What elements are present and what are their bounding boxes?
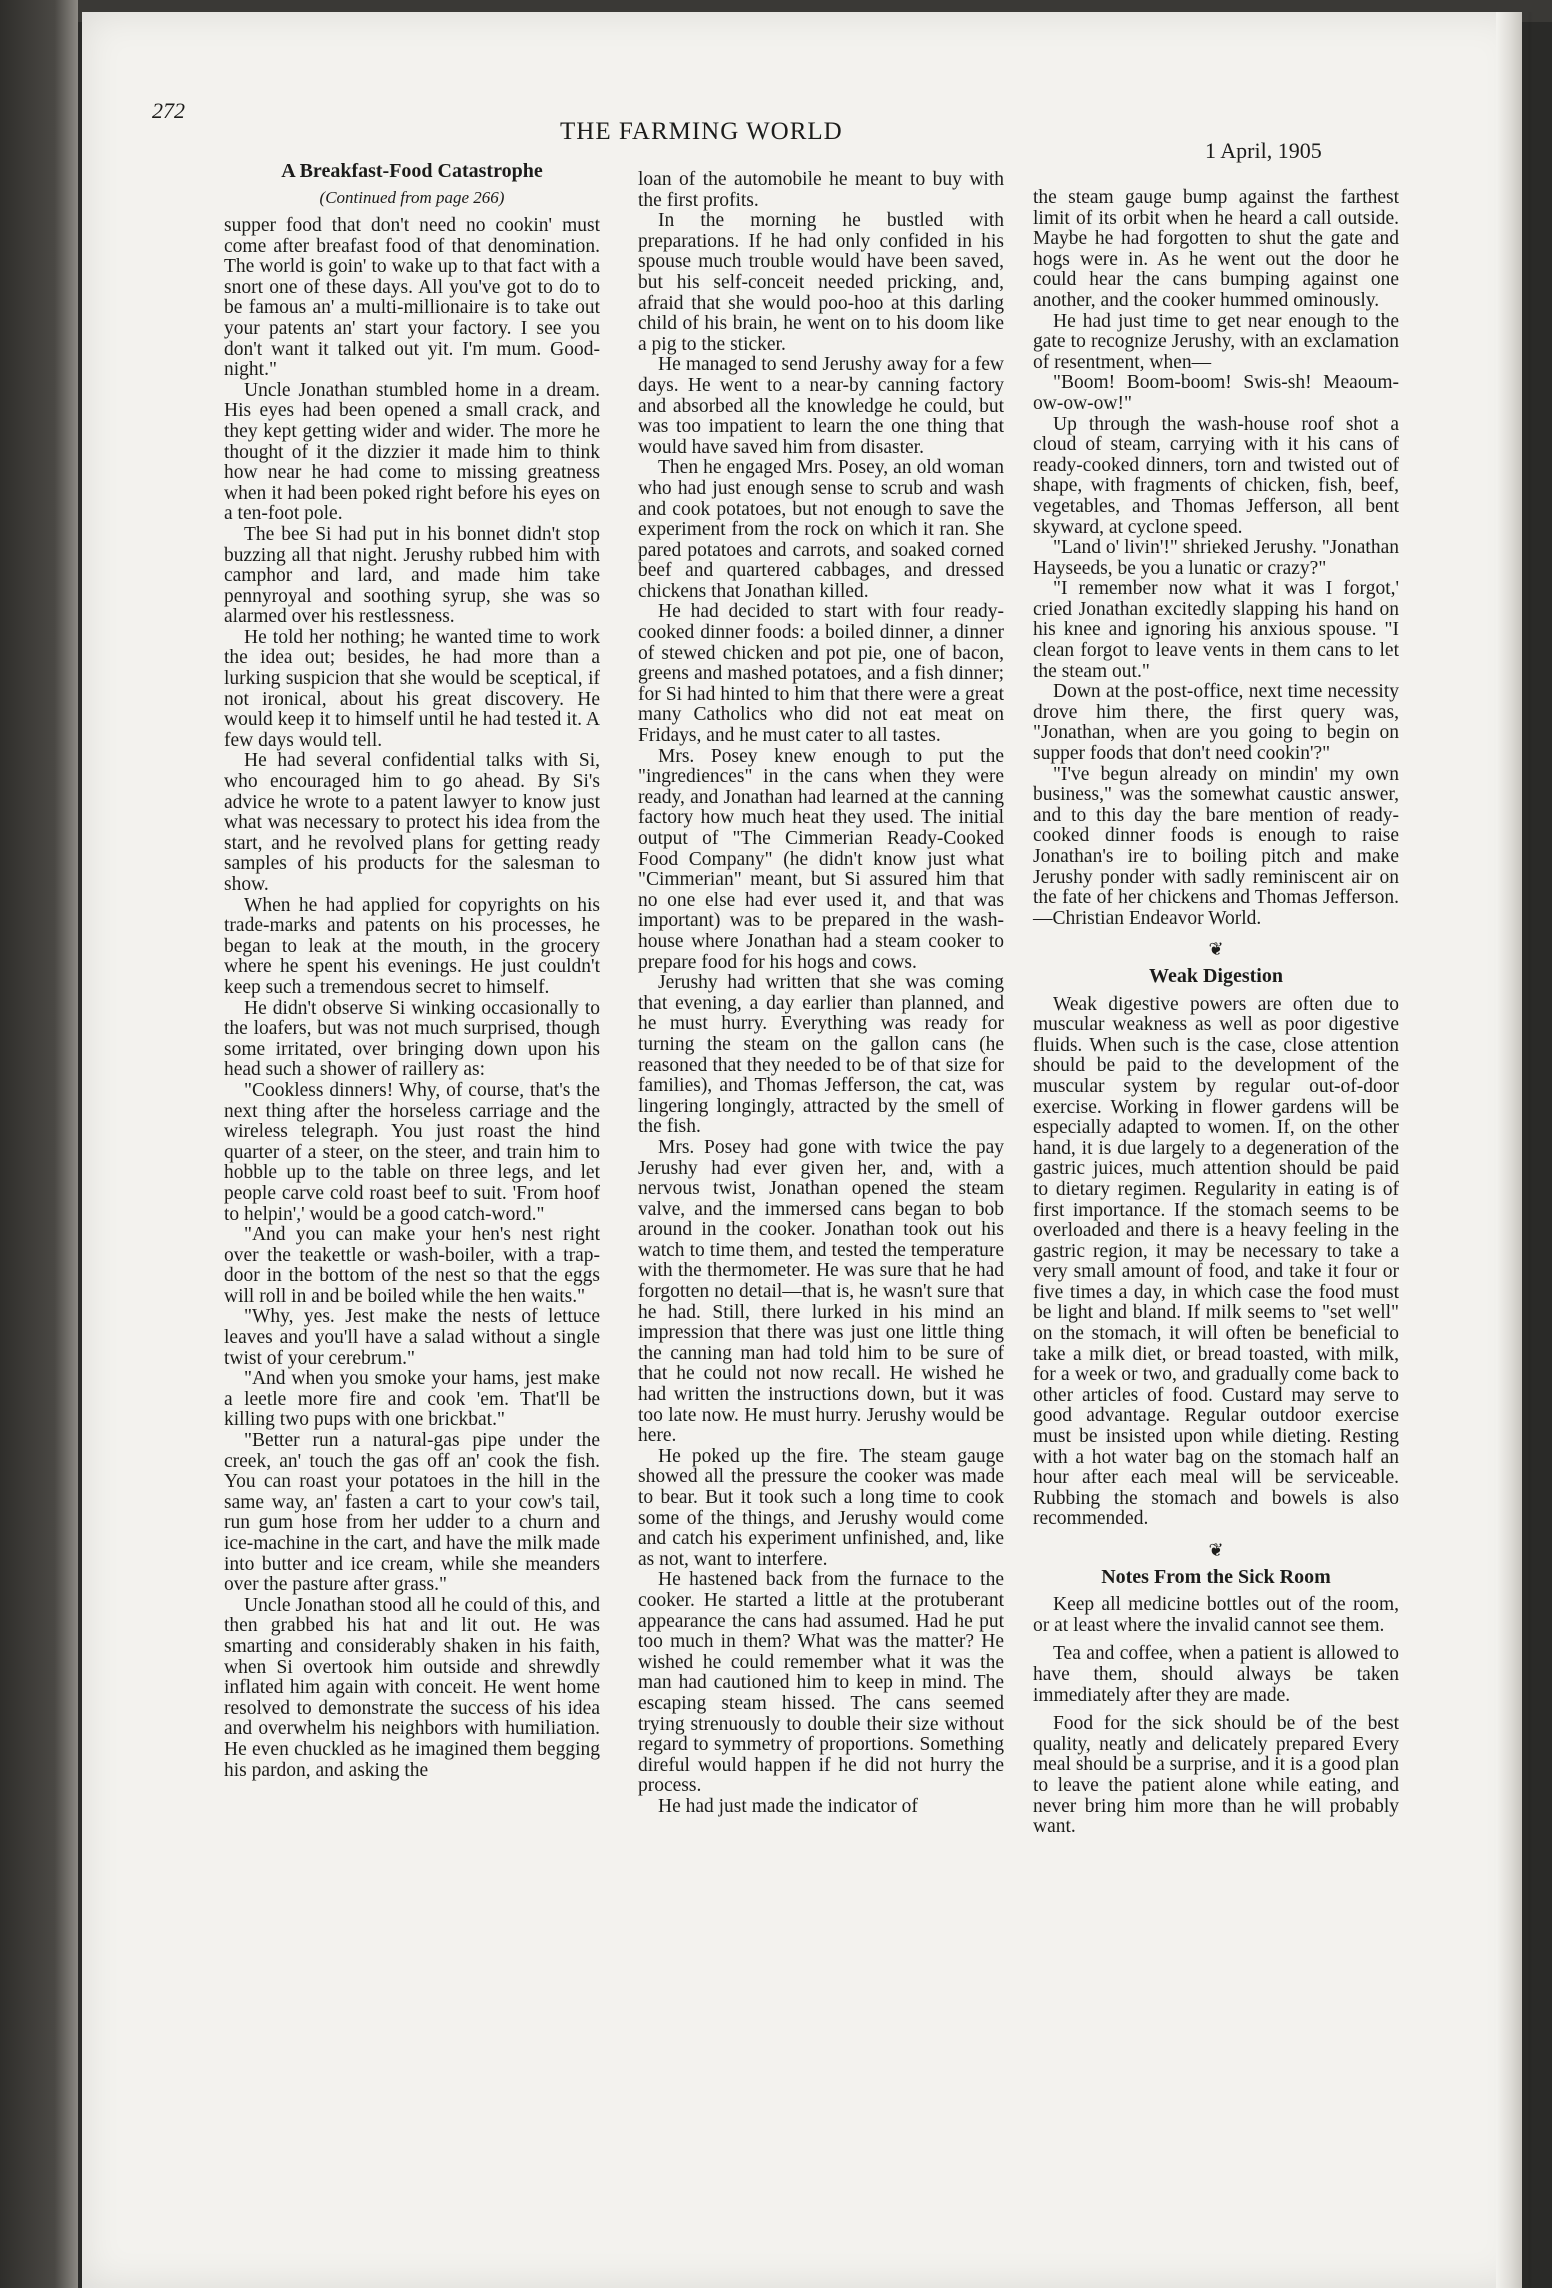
- paragraph: He told her nothing; he wanted time to work the idea out; besides, he had more than a lurking suspicion that she would be sceptical, if not ironical, about his great discovery. He would keep it to himself until he had tested it. A few days would tell.: [224, 626, 600, 751]
- page-number: 272: [152, 98, 185, 123]
- paragraph: He had decided to start with four ready-cooked dinner foods: a boiled dinner, a dinner of stewed chicken and pot pie, one of bacon, greens and mashed potatoes, and a fish dinner; for Si had hinted to him that there were a great many Catholics who did not eat meat on Fridays, and he must cater to all tastes.: [638, 601, 1004, 747]
- column-3: [1033, 188, 1399, 1838]
- page-fold: [1527, 12, 1533, 2288]
- paragraph: Mrs. Posey had gone with twice the pay Jerushy had ever given her, and, with a nervous twist, Jonathan opened the steam valve, and the immersed cans began to bob around in the cooker. Jonathan took out his watch to time them, and tested the temperature with the thermometer. He was sure that he had forgotten no detail—that is, he wasn't sure that he had. Still, there lurked in his mind an impression that there was just one little thing the canning man had told him to be sure of that he could not now recall. He wished he had written the instructions down, but it was too late now. He must hurry. Jerushy would be here.: [638, 1136, 1004, 1447]
- paragraph: "Why, yes. Jest make the nests of lettuce leaves and you'll have a salad without a single twist of your cerebrum.": [224, 1306, 600, 1369]
- paragraph: supper food that don't need no cookin' must come after breafast food of that denomination. The world is goin' to wake up to that fact with a snort one of these days. All you've got to do to be famous an' a multi-millionaire is to take out your patents an' start your factory. I see you don't want it talked out yit. I'm mum. Good-night.": [224, 215, 600, 381]
- running-head: THE FARMING WORLD: [560, 118, 843, 145]
- paragraph: loan of the automobile he meant to buy with the first profits.: [638, 169, 1004, 211]
- paragraph: Up through the wash-house roof shot a cloud of steam, carrying with it his cans of ready-cooked dinners, torn and twisted out of shape, with fragments of chicken, fish, beef, vegetables, and Thomas Jefferson, all bent skyward, at cyclone speed.: [1033, 413, 1399, 538]
- article-title-breakfast-food: A Breakfast-Food Catastrophe: [281, 160, 543, 182]
- paragraph: Food for the sick should be of the best quality, neatly and delicately prepared Every meal should be a surprise, and it is a good plan to leave the patient alone while eating, and never bring him more than he will probably want.: [1033, 1713, 1399, 1838]
- paragraph: "I've begun already on mindin' my own business," was the somewhat caustic answer, and to this day the bare mention of ready-cooked dinner foods is enough to raise Jonathan's ire to boiling pitch and make Jerushy ponder with sadly reminiscent air on the fate of her chickens and Thomas Jefferson.—Christian Endeavor World.: [1033, 763, 1399, 929]
- fleuron-ornament-icon: ❦: [1208, 939, 1224, 960]
- paragraph: "And when you smoke your hams, jest make a leetle more fire and cook 'em. That'll be killing two pups with one brickbat.": [224, 1368, 600, 1431]
- paragraph: When he had applied for copyrights on his trade-marks and patents on his processes, he began to leak at the mouth, in the grocery where he spent his evenings. He just couldn't keep such a tremendous secret to himself.: [224, 894, 600, 998]
- paragraph: "Better run a natural-gas pipe under the creek, an' touch the gas off an' cook the fish. You can roast your potatoes in the hill in the same way, an' fasten a cart to your cow's tail, run gum hose from her udder to a churn and ice-machine in the cart, and have the milk made into butter and ice cream, while she meanders over the pasture after grass.": [224, 1430, 600, 1596]
- paragraph: "Cookless dinners! Why, of course, that's the next thing after the horseless carriage and the wireless telegraph. You just roast the hind quarter of a steer, on the steer, and train him to hobble up to the table on three legs, and let people carve cold roast beef to suit. 'From hoof to helpin',' would be a good catch-word.": [224, 1079, 600, 1225]
- paragraph: Uncle Jonathan stumbled home in a dream. His eyes had been opened a small crack, and they kept getting wider and wider. The more he thought of it the dizzier it made him to think how near he had come to missing greatness when it had been poked right before his eyes on a ten-foot pole.: [224, 379, 600, 525]
- paragraph: He hastened back from the furnace to the cooker. He started a little at the protuberant appearance the cans had assumed. Had he put too much in them? What was the matter? He wished he could remember what it was the man had cautioned him to keep in mind. The escaping steam hissed. The cans seemed trying strenuously to double their size without regard to symmetry of proportions. Something direful would happen if he did not hurry the process.: [638, 1569, 1004, 1797]
- paragraph: Tea and coffee, when a patient is allowed to have them, should always be taken immediately after they are made.: [1033, 1643, 1399, 1706]
- paragraph: Keep all medicine bottles out of the room, or at least where the invalid cannot see them.: [1033, 1594, 1399, 1636]
- paragraph: Mrs. Posey knew enough to put the "ingrediences" in the cans when they were ready, and Jonathan had learned at the canning factory how much heat they used. The initial output of "The Cimmerian Ready-Cooked Food Company" (he didn't know just what "Cimmerian" meant, but Si assured him that no one else had ever used it, and that was important) was to be prepared in the wash-house where Jonathan had a steam cooker to prepare food for his hogs and cows.: [638, 745, 1004, 973]
- paragraph: Then he engaged Mrs. Posey, an old woman who had just enough sense to scrub and wash and cook potatoes, but not enough to save the experiment from the rock on which it ran. She pared potatoes and carrots, and soaked corned beef and quartered cabbages, and dressed chickens that Jonathan killed.: [638, 457, 1004, 602]
- paragraph: He had several confidential talks with Si, who encouraged him to go ahead. By Si's advice he wrote to a patent lawyer to know just what was necessary to protect his idea from the start, and he revolved plans for getting ready samples of his products for the salesman to show.: [224, 750, 600, 895]
- fleuron-ornament-icon: ❦: [1208, 1540, 1224, 1560]
- paragraph: Uncle Jonathan stood all he could of this, and then grabbed his hat and lit out. He was smarting and considerably shaken in his faith, when Si overtook him outside and shrewdly inflated him again with conceit. He went home resolved to demonstrate the success of his idea and overwhelm his neighbors with humiliation. He even chuckled as he imagined them begging his pardon, and asking the: [224, 1594, 600, 1781]
- continued-note: (Continued from page 266): [319, 188, 505, 207]
- scan-border-left: [0, 0, 78, 2288]
- paragraph: Down at the post-office, next time necessity drove him there, the first query was, "Jonathan, when are you going to begin on supper foods that don't need cookin'?": [1033, 681, 1399, 765]
- paragraph: "I remember now what it was I forgot,' cried Jonathan excitedly slapping his hand on his knee and ignoring his anxious spouse. "I clean forgot to leave vents in them cans to let the steam out.": [1033, 578, 1399, 682]
- paragraph: He managed to send Jerushy away for a few days. He went to a near-by canning factory and absorbed all the knowledge he could, but was too impatient to learn the one thing that would have saved him from disaster.: [638, 354, 1004, 458]
- paragraph: the steam gauge bump against the farthest limit of its orbit when he heard a call outside. Maybe he had forgotten to shut the gate and hogs were in. As he went out the door he could hear the cans bumping against one another, and the cooker hummed ominously.: [1033, 187, 1399, 311]
- paragraph: The bee Si had put in his bonnet didn't stop buzzing all that night. Jerushy rubbed him with camphor and lard, and made him take pennyroyal and soothing syrup, she was so alarmed over his restlessness.: [224, 523, 600, 628]
- paragraph: He had just time to get near enough to the gate to recognize Jerushy, with an exclamation of resentment, when—: [1033, 310, 1399, 373]
- article-title-sick-room: Notes From the Sick Room: [1101, 1565, 1331, 1588]
- paragraph: "Boom! Boom-boom! Swis-sh! Meaoum-ow-ow-ow!": [1033, 372, 1399, 414]
- paragraph: "Land o' livin'!" shrieked Jerushy. "Jonathan Hayseeds, be you a lunatic or crazy?": [1033, 537, 1399, 579]
- paragraph: Jerushy had written that she was coming that evening, a day earlier than planned, and he must hurry. Everything was ready for turning the steam on the gallon cans (he reasoned that they needed to be of that size for families), and Thomas Jefferson, the cat, was lingering longingly, attracted by the smell of the fish.: [638, 972, 1004, 1138]
- column-1: [224, 216, 600, 1781]
- paragraph: In the morning he bustled with preparations. If he had only confided in his spouse much trouble would have been saved, but his self-conceit needed pricking, and, afraid that she would poo-hoo at this darling child of his brain, he went on to his doom like a pig to the sticker.: [638, 210, 1004, 355]
- paragraph: He poked up the fire. The steam gauge showed all the pressure the cooker was made to bear. But it took such a long time to cook some of the things, and Jerushy would come and catch his experiment unfinished, and, like as not, want to interfere.: [638, 1445, 1004, 1570]
- paragraph: He had just made the indicator of: [658, 1795, 918, 1817]
- paragraph: Weak digestive powers are often due to muscular weakness as well as poor digestive fluids. When such is the case, close attention should be paid to the development of the muscular system by regular out-of-door exercise. Working in flower gardens will be especially adapted to women. If, on the other hand, it is due largely to a degeneration of the gastric juices, much attention should be paid to dietary regimen. Regularity in eating is of first importance. If the stomach seems to be overloaded and there is a heavy feeling in the gastric region, it may be necessary to take a very small amount of food, and take it four or five times a day, in which case the food must be light and bland. If milk seems to "set well" on the stomach, it will often be beneficial to take a milk diet, or bread toasted, with milk, for a week or two, and gradually come back to other articles of food. Custard may serve to good advantage. Regular outdoor exercise must be insisted upon while dieting. Resting with a hot water bag on the stomach half an hour after each meal will be serviceable. Rubbing the stomach and bowels is also recommended.: [1033, 993, 1399, 1530]
- paragraph: He didn't observe Si winking occasionally to the loafers, but was not much surprised, though some irritated, over bringing down upon his head such a shower of raillery as:: [224, 997, 600, 1081]
- page-edge-shadow: [1496, 12, 1522, 2288]
- column-2: [638, 170, 1004, 1818]
- paragraph: "And you can make your hen's nest right over the teakettle or wash-boiler, with a trap-door in the bottom of the nest so that the eggs will roll in and be boiled while the hen waits.": [224, 1224, 600, 1307]
- article-title-weak-digestion: Weak Digestion: [1149, 964, 1283, 987]
- issue-date: 1 April, 1905: [1205, 138, 1322, 163]
